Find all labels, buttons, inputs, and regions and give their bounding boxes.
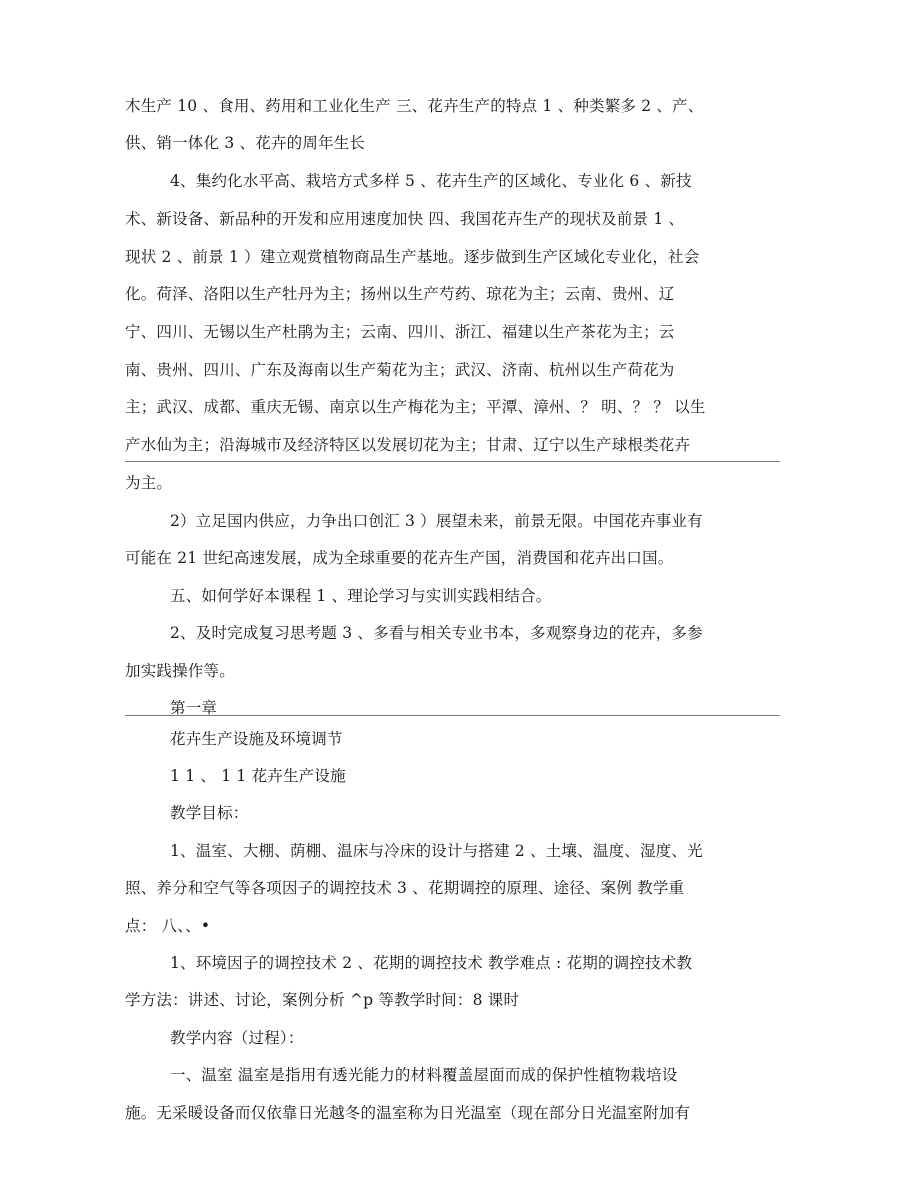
section-title: 1 1 、 1 1 花卉生产设施 — [170, 767, 346, 785]
text-line: 可能在 21 世纪高速发展，成为全球重要的花卉生产国，消费国和花卉出口国。 — [125, 549, 674, 567]
text-line: 化。荷泽、洛阳以生产牡丹为主；扬州以生产芍药、琼花为主；云南、贵州、辽 — [125, 285, 675, 303]
text-line: 现状 2 、前景 1 ）建立观赏植物商品生产基地。逐步做到生产区域化专业化，社会 — [125, 248, 700, 266]
subheading: 教学目标： — [170, 804, 249, 822]
text-line: 加实践操作等。 — [125, 662, 235, 680]
text-line: 南、贵州、四川、广东及海南以生产菊花为主；武汉、济南、杭州以生产荷花为 — [125, 361, 675, 379]
text-line: 施。无采暖设备而仅依靠日光越冬的温室称为日光温室（现在部分日光温室附加有 — [125, 1104, 691, 1122]
text-line: 术、新设备、新品种的开发和应用速度加快 四、我国花卉生产的现状及前景 1 、 — [125, 210, 685, 228]
paragraph-start: 一、温室 温室是指用有透光能力的材料覆盖屋面而成的保护性植物栽培设 — [170, 1066, 678, 1084]
horizontal-rule — [125, 715, 780, 716]
text-line: 产水仙为主；沿海城市及经济特区以发展切花为主；甘肃、辽宁以生产球根类花卉 — [125, 436, 691, 454]
paragraph-start: 2、及时完成复习思考题 3 、多看与相关专业书本，多观察身边的花卉，多参 — [170, 624, 703, 642]
chapter-heading: 第一章 — [170, 699, 218, 717]
chapter-title: 花卉生产设施及环境调节 — [170, 730, 343, 748]
text-line: 学方法：讲述、讨论，案例分析 ^p 等教学时间：8 课时 — [125, 991, 520, 1009]
paragraph-start: 1、环境因子的调控技术 2 、花期的调控技术 教学难点 : 花期的调控技术教 — [170, 954, 693, 972]
subheading: 教学内容（过程）： — [170, 1029, 304, 1047]
paragraph-start: 1、温室、大棚、荫棚、温床与冷床的设计与搭建 2 、土壤、温度、湿度、光 — [170, 842, 703, 860]
text-line: 供、销一体化 3 、花卉的周年生长 — [125, 134, 366, 152]
text-line: 照、养分和空气等各项因子的调控技术 3 、花期调控的原理、途径、案例 教学重 — [125, 879, 685, 897]
section-heading: 五、如何学好本课程 1 、理论学习与实训实践相结合。 — [170, 587, 552, 605]
text-line: 点： 八、、• — [125, 917, 211, 935]
paragraph-start: 4、集约化水平高、栽培方式多样 5 、花卉生产的区域化、专业化 6 、新技 — [170, 172, 692, 190]
text-line: 宁、四川、无锡以生产杜鹃为主；云南、四川、浙江、福建以生产茶花为主；云 — [125, 323, 675, 341]
horizontal-rule — [125, 461, 780, 462]
text-line: 为主。 — [125, 474, 173, 492]
paragraph-start: 2）立足国内供应，力争出口创汇 3 ）展望未来，前景无限。中国花卉事业有 — [170, 512, 703, 530]
text-line: 主；武汉、成都、重庆无锡、南京以生产梅花为主；平潭、漳州、？ 明、？ ？ 以生 — [125, 398, 706, 416]
text-line: 木生产 10 、食用、药用和工业化生产 三、花卉生产的特点 1 、种类繁多 2 、产、 — [125, 97, 704, 115]
